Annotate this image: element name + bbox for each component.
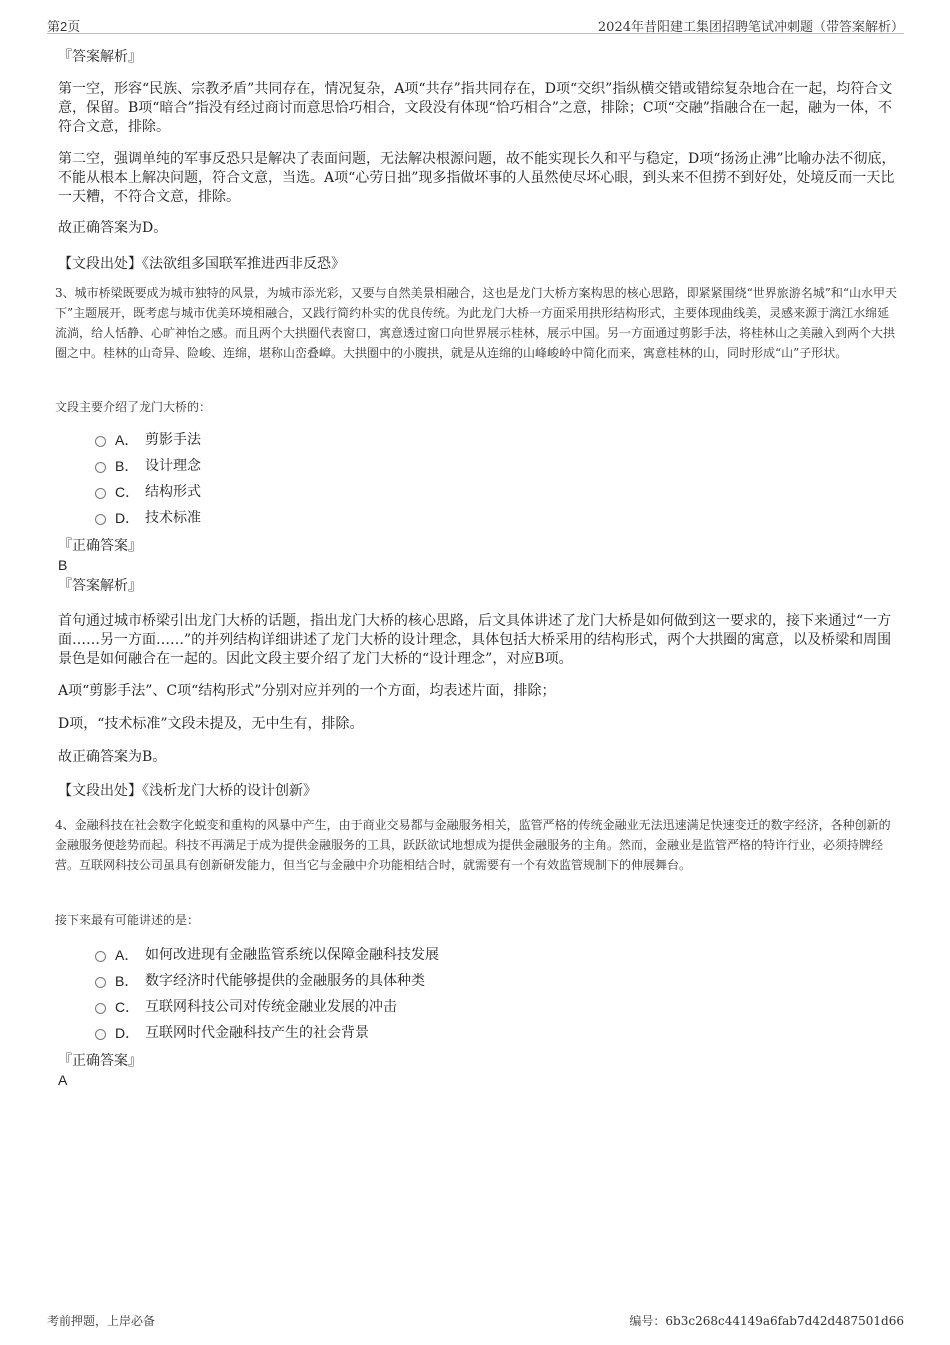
- radio-button[interactable]: [95, 488, 106, 499]
- q3-analysis-p2: A项“剪影手法”、C项“结构形式”分别对应并列的一个方面，均表述片面，排除；: [58, 683, 556, 699]
- q2-analysis-p1: 第一空，形容“民族、宗教矛盾”共同存在，情况复杂，A项“共存”指共同存在，D项“交织”指纵横交错或错综复杂地合在一起，均符合文意，保留。B项“暗合”指没有经过商讨而意思恰巧相合，文段没有体现“恰巧相合”之意，排除；C项“交融”指融合在一起，融为一体，不符合文意，排除。: [58, 81, 893, 135]
- option-text: 如何改进现有金融监管系统以保障金融科技发展: [145, 947, 439, 963]
- footer-slogan: 考前押题，上岸必备: [47, 1314, 156, 1328]
- option-text: 数字经济时代能够提供的金融服务的具体种类: [145, 973, 425, 989]
- option-text: 互联网时代金融科技产生的社会背景: [145, 1025, 369, 1041]
- option-letter: A．: [115, 432, 139, 448]
- q3-analysis-p3: D项，“技术标准”文段未提及，无中生有，排除。: [58, 716, 364, 732]
- q3-answer: B: [58, 557, 68, 573]
- radio-button[interactable]: [95, 977, 106, 988]
- option-text: 结构形式: [145, 484, 201, 500]
- radio-button[interactable]: [95, 514, 106, 525]
- radio-button[interactable]: [95, 1003, 106, 1014]
- radio-button[interactable]: [95, 1029, 106, 1040]
- radio-button[interactable]: [95, 951, 106, 962]
- q4-option-c[interactable]: [95, 997, 397, 1017]
- q3-source: 【文段出处】《浅析龙门大桥的设计创新》: [58, 783, 317, 799]
- document-title: 2024年昔阳建工集团招聘笔试冲刺题（带答案解析）: [597, 20, 904, 35]
- document-id: 编号：6b3c268c44149a6fab7d42d487501d66: [629, 1314, 904, 1328]
- q4-passage: 4、金融科技在社会数字化蜕变和重构的风暴中产生，由于商业交易都与金融服务相关，监管严格的传统金融业无法迅速满足快速变迁的数字经济，各种创新的金融服务便趁势而起。科技不再满足于成为提供金融服务的工具，跃跃欲试地想成为提供金融服务的主角。然而，金融业是监管严格的特许行业，必须持牌经营。互联网科技公司虽具有创新研发能力，但当它与金融中介功能相结合时，就需要有一个有效监管规制下的伸展舞台。: [55, 818, 891, 872]
- q3-option-a[interactable]: [95, 430, 201, 450]
- q3-analysis-p1: 首句通过城市桥梁引出龙门大桥的话题，指出龙门大桥的核心思路，后文具体讲述了龙门大桥是如何做到这一要求的，接下来通过“一方面……另一方面……”的并列结构详细讲述了龙门大桥的设计理念，具体包括大桥采用的结构形式，两个大拱圈的寓意，以及桥梁和周围景色是如何融合在一起的。因此文段主要介绍了龙门大桥的“设计理念”，对应B项。: [58, 613, 892, 667]
- option-text: 互联网科技公司对传统金融业发展的冲击: [145, 999, 397, 1015]
- q3-option-b[interactable]: [95, 456, 201, 476]
- radio-button[interactable]: [95, 436, 106, 447]
- page-header: [47, 14, 904, 34]
- option-letter: A．: [115, 947, 139, 963]
- option-letter: B．: [115, 973, 139, 989]
- option-letter: C．: [115, 484, 140, 500]
- option-letter: D．: [115, 1025, 140, 1041]
- q2-conclusion: 故正确答案为D。: [58, 220, 168, 236]
- radio-button[interactable]: [95, 462, 106, 473]
- q2-analysis-p2: 第二空，强调单纯的军事反恐只是解决了表面问题，无法解决根源问题，故不能实现长久和平与稳定，D项“扬汤止沸”比喻办法不彻底，不能从根本上解决问题，符合文意，当选。A项“心劳日拙”现多指做坏事的人虽然使尽坏心眼，到头来不但捞不到好处，处境反而一天比一天糟，不符合文意，排除。: [58, 151, 896, 205]
- q4-option-a[interactable]: [95, 945, 439, 965]
- q2-source: 【文段出处】《法欲组多国联军推进西非反恐》: [58, 256, 345, 272]
- q4-answer-label: 『正确答案』: [58, 1053, 142, 1069]
- q4-option-b[interactable]: [95, 971, 425, 991]
- option-letter: C．: [115, 999, 140, 1015]
- q3-option-d[interactable]: [95, 508, 201, 528]
- q2-analysis-label: 『答案解析』: [58, 49, 142, 65]
- option-letter: D．: [115, 510, 140, 526]
- q4-answer: A: [58, 1072, 68, 1088]
- q3-analysis-label: 『答案解析』: [58, 578, 142, 594]
- q3-conclusion: 故正确答案为B。: [58, 749, 167, 765]
- q3-question: 文段主要介绍了龙门大桥的：: [55, 400, 212, 414]
- page-number: 第2页: [47, 19, 81, 34]
- q4-option-d[interactable]: [95, 1023, 369, 1043]
- q3-answer-label: 『正确答案』: [58, 538, 142, 554]
- q4-question: 接下来最有可能讲述的是：: [55, 913, 200, 927]
- q3-passage: 3、城市桥梁既要成为城市独特的风景，为城市添光彩，又要与自然美景相融合，这也是龙门大桥方案构思的核心思路，即紧紧围绕“世界旅游名城”和“山水甲天下”主题展开，既考虑与城市优美环境相融合，又践行简约朴实的优良传统。为此龙门大桥一方面采用拱形结构形式，主要体现曲线美，灵感来源于漓江水绵延流淌，给人恬静、心旷神怡之感。而且两个大拱圈代表窗口，寓意透过窗口向世界展示桂林，展示中国。另一方面通过剪影手法，将桂林山之美融入到两个大拱圈之中。桂林的山奇异、险峻、连绵，堪称山峦叠嶂。大拱圈中的小腹拱，就是从连绵的山峰峻岭中简化而来，寓意桂林的山，同时形成“山”子形状。: [55, 286, 898, 360]
- option-text: 技术标准: [145, 510, 201, 526]
- option-letter: B．: [115, 458, 139, 474]
- q3-option-c[interactable]: [95, 482, 201, 502]
- option-text: 设计理念: [145, 458, 201, 474]
- option-text: 剪影手法: [145, 432, 201, 448]
